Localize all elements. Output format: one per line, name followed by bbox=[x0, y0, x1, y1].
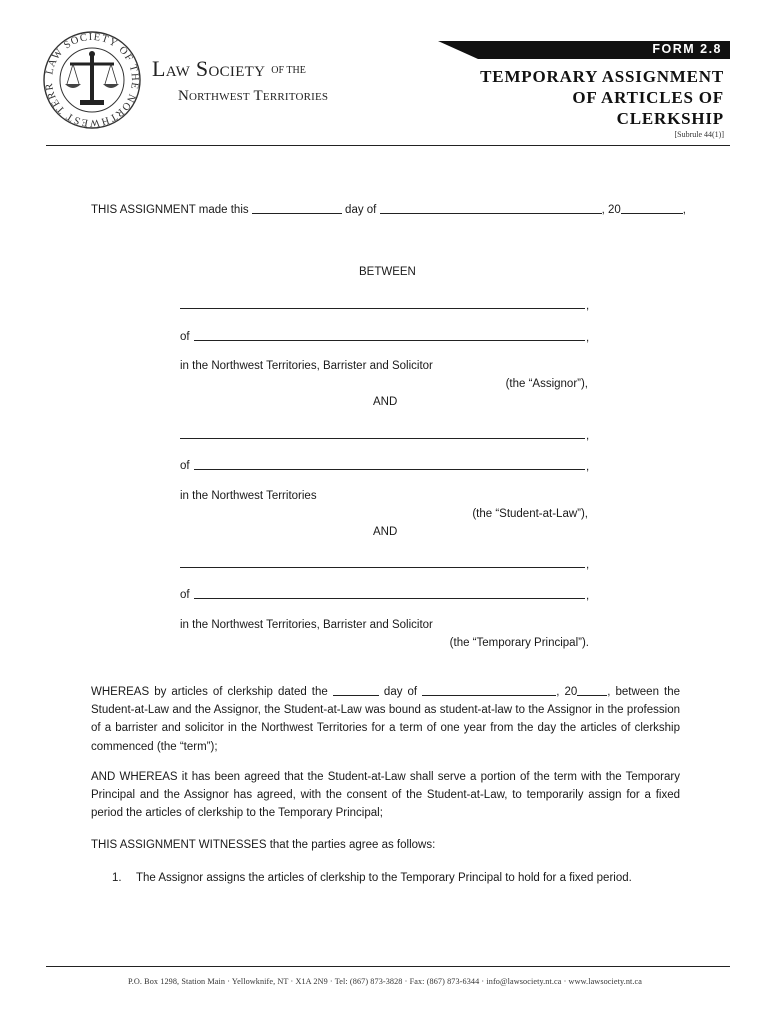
seal-text: LAW SOCIETY OF THE NORTHWEST TERR bbox=[43, 31, 141, 129]
student-address-comma: , bbox=[586, 461, 590, 473]
student-role: (the “Student-at-Law”), bbox=[472, 508, 588, 520]
form-title-line2: OF ARTICLES OF bbox=[572, 88, 724, 107]
year-prefix-text: , 20 bbox=[601, 204, 621, 216]
form-number-banner bbox=[438, 41, 730, 59]
student-location: in the Northwest Territories bbox=[180, 490, 317, 502]
form-title-line1: TEMPORARY ASSIGNMENT bbox=[480, 67, 724, 86]
assignor-location: in the Northwest Territories, Barrister and Solicitor bbox=[180, 360, 433, 372]
whereas-paragraph bbox=[91, 683, 680, 756]
assignor-name-line[interactable] bbox=[180, 308, 585, 309]
principal-location: in the Northwest Territories, Barrister and Solicitor bbox=[180, 619, 433, 631]
org-name-line1: Law Society bbox=[152, 56, 266, 81]
witnesses-paragraph: THIS ASSIGNMENT WITNESSES that the parties agree as follows: bbox=[91, 839, 436, 851]
student-address-line[interactable] bbox=[194, 469, 585, 470]
org-name-of-the: OF THE bbox=[271, 65, 306, 76]
principal-role: (the “Temporary Principal”). bbox=[449, 637, 589, 649]
and-whereas-paragraph: AND WHEREAS it has been agreed that the Student-at-Law shall serve a portion of the term with the Temporary Principal and the Assignor has agreed, with the consent of the Student-at-Law, to temporarily assign for a fixed period the articles of clerkship to the Temporary Principal; bbox=[91, 771, 680, 820]
whereas-year-blank[interactable] bbox=[577, 683, 607, 696]
whereas-text-1: WHEREAS by articles of clerkship dated the bbox=[91, 686, 328, 698]
assignor-address-line[interactable] bbox=[194, 340, 585, 341]
opening-end-comma: , bbox=[682, 204, 686, 216]
footer-divider bbox=[46, 966, 730, 967]
and-label-2: AND bbox=[373, 526, 398, 538]
day-of-text: day of bbox=[345, 204, 377, 216]
assignor-name-comma: , bbox=[586, 300, 590, 312]
year-blank[interactable] bbox=[621, 201, 683, 214]
header-divider bbox=[46, 145, 730, 146]
form-title bbox=[404, 66, 724, 129]
whereas-text-4: , between the bbox=[607, 686, 681, 698]
principal-address-line[interactable] bbox=[194, 598, 585, 599]
whereas-month-blank[interactable] bbox=[422, 683, 556, 696]
form-number: FORM 2.8 bbox=[652, 42, 722, 56]
principal-name-line[interactable] bbox=[180, 567, 585, 568]
law-society-seal-logo bbox=[42, 30, 142, 130]
principal-address-comma: , bbox=[586, 590, 590, 602]
whereas-text-3: , 20 bbox=[556, 686, 578, 698]
between-label: BETWEEN bbox=[359, 266, 416, 278]
clause-1-number: 1. bbox=[112, 872, 122, 884]
assignor-of-label: of bbox=[180, 331, 190, 343]
assignor-role: (the “Assignor”), bbox=[505, 378, 588, 390]
student-of-label: of bbox=[180, 460, 190, 472]
day-blank[interactable] bbox=[252, 201, 342, 214]
month-blank[interactable] bbox=[380, 201, 602, 214]
student-name-comma: , bbox=[586, 430, 590, 442]
subrule-reference: [Subrule 44(1)] bbox=[674, 130, 724, 139]
organization-name bbox=[152, 56, 328, 105]
org-name-line2: Northwest Territories bbox=[178, 88, 329, 104]
made-this-text: THIS ASSIGNMENT made this bbox=[91, 204, 249, 216]
opening-line bbox=[91, 201, 691, 219]
and-label-1: AND bbox=[373, 396, 398, 408]
whereas-day-blank[interactable] bbox=[333, 683, 379, 696]
whereas-text-rest: Student-at-Law and the Assignor, the Student-at-Law was bound as student-at-law to the Assignor in the profession of a barrister and solicitor in the Northwest Territories for a term of one year from the day the articles of clerkship commenced (the “term”); bbox=[91, 704, 680, 753]
assignor-address-comma: , bbox=[586, 332, 590, 344]
footer-contact-info: P.O. Box 1298, Station Main · Yellowknife, NT · X1A 2N9 · Tel: (867) 873-3828 · Fax: (867) 873-6344 · info@lawsociety.nt.ca · www.lawsociety.nt.ca bbox=[127, 977, 643, 986]
principal-of-label: of bbox=[180, 589, 190, 601]
form-title-line3: CLERKSHIP bbox=[616, 109, 724, 128]
clause-1-text: The Assignor assigns the articles of clerkship to the Temporary Principal to hold for a fixed period. bbox=[136, 872, 632, 884]
principal-name-comma: , bbox=[586, 559, 590, 571]
whereas-text-2: day of bbox=[383, 686, 418, 698]
student-name-line[interactable] bbox=[180, 438, 585, 439]
